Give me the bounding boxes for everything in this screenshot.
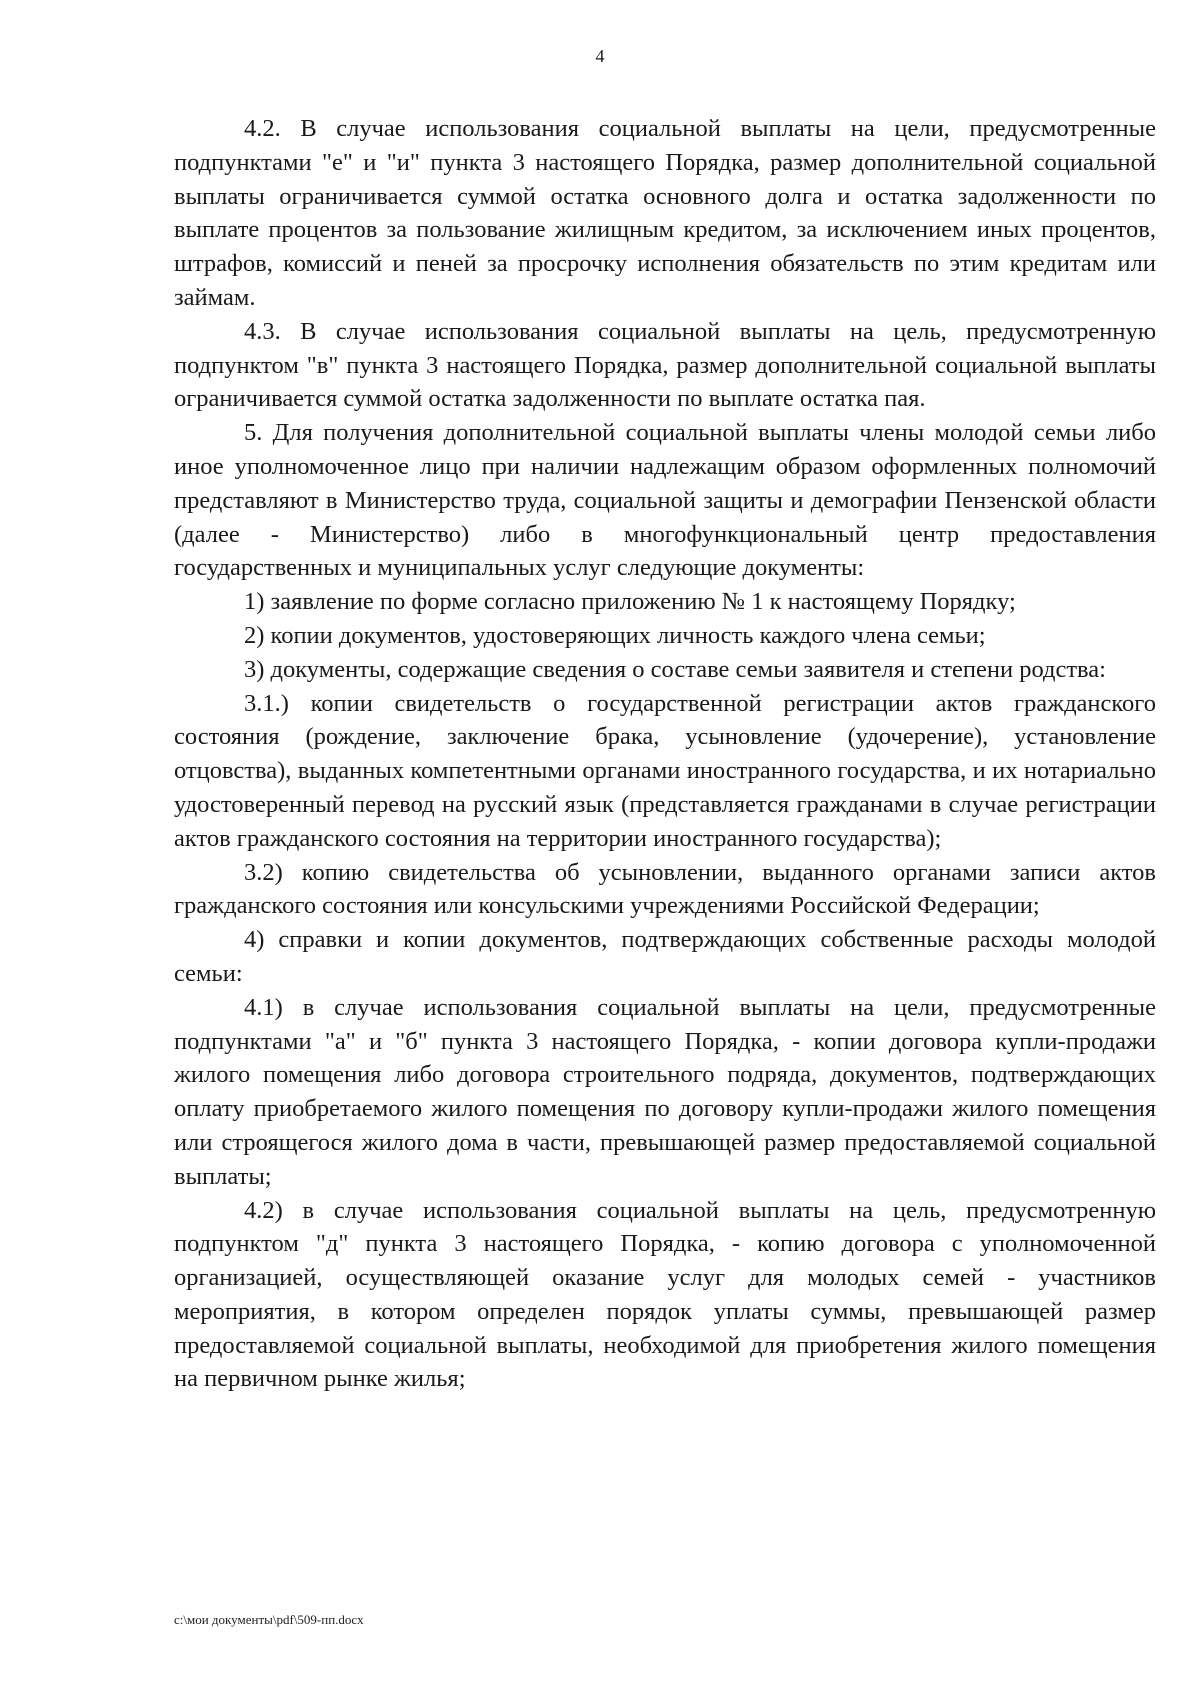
- list-item-4-2: 4.2) в случае использования социальной выплаты на цель, предусмотренную подпунктом "д" пункта 3 настоящего Порядка, - копию договора с уполномоченной организацией, осуществляющей оказание услуг для молодых семей - участников мероприятия, в котором определен порядок уплаты суммы, превышающей размер предоставляемой социальной выплаты, необходимой для приобретения жилого помещения на первичном рынке жилья;: [174, 1196, 1156, 1393]
- list-item-4-1: 4.1) в случае использования социальной выплаты на цели, предусмотренные подпунктами "а" и "б" пункта 3 настоящего Порядка, - копии договора купли-продажи жилого помещения либо договора строительного подряда, документов, подтверждающих оплату приобретаемого жилого помещения по договору купли-продажи жилого помещения или строящегося жилого дома в части, превышающей размер предоставляемой социальной выплаты;: [174, 993, 1156, 1190]
- paragraph-5: 5. Для получения дополнительной социальной выплаты члены молодой семьи либо иное уполномоченное лицо при наличии надлежащим образом оформленных полномочий представляют в Министерство труда, социальной защиты и демографии Пензенской области (далее - Министерство) либо в многофункциональный центр предоставления государственных и муниципальных услуг следующие документы:: [174, 419, 1156, 582]
- list-item-2: 2) копии документов, удостоверяющих личность каждого члена семьи;: [244, 621, 986, 649]
- paragraph-4-2: 4.2. В случае использования социальной выплаты на цели, предусмотренные подпунктами "е" и "и" пункта 3 настоящего Порядка, размер дополнительной социальной выплаты ограничивается суммой остатка основного долга и остатка задолженности по выплате процентов за пользование жилищным кредитом, за исключением иных процентов, штрафов, комиссий и пеней за просрочку исполнения обязательств по этим кредитам или займам.: [174, 115, 1156, 311]
- list-item-3-1: 3.1.) копии свидетельств о государственной регистрации актов гражданского состояния (рождение, заключение брака, усыновление (удочерение), установление отцовства), выданных компетентными органами иностранного государства, и их нотариально удостоверенный перевод на русский язык (представляется гражданами в случае регистрации актов гражданского состояния на территории иностранного государства);: [174, 689, 1156, 852]
- page-number: 4: [595, 46, 605, 66]
- list-item-1: 1) заявление по форме согласно приложению № 1 к настоящему Порядку;: [244, 588, 1016, 616]
- footer-file-path: c:\мои документы\pdf\509-пп.docx: [174, 1612, 364, 1627]
- paragraph-4-3: 4.3. В случае использования социальной выплаты на цель, предусмотренную подпунктом "в" пункта 3 настоящего Порядка, размер дополнительной социальной выплаты ограничивается суммой остатка задолженности по выплате остатка пая.: [174, 317, 1156, 413]
- document-body: [174, 112, 1156, 1396]
- list-item-3: 3) документы, содержащие сведения о составе семьи заявителя и степени родства:: [244, 655, 1106, 683]
- list-item-3-2: 3.2) копию свидетельства об усыновлении, выданного органами записи актов гражданского состояния или консульскими учреждениями Российской Федерации;: [174, 858, 1156, 920]
- list-item-4: 4) справки и копии документов, подтверждающих собственные расходы молодой семьи:: [174, 926, 1156, 987]
